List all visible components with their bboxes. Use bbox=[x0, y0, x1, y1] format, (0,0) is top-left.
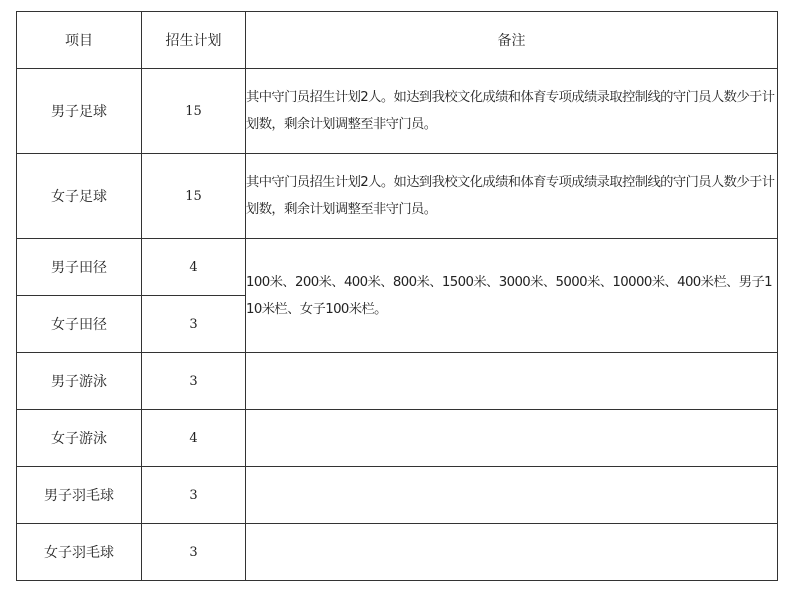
note-cell bbox=[246, 467, 778, 524]
header-plan: 招生计划 bbox=[142, 12, 246, 69]
note-cell bbox=[246, 524, 778, 581]
note-text: 100米、200米、400米、800米、1500米、3000米、5000米、10000米、400米栏、男子110米栏、女子100米栏。 bbox=[246, 274, 773, 317]
item-cell: 女子田径 bbox=[17, 296, 142, 353]
header-note: 备注 bbox=[246, 12, 778, 69]
plan-cell: 15 bbox=[142, 69, 246, 154]
note-text: 其中守门员招生计划2人。如达到我校文化成绩和体育专项成绩录取控制线的守门员人数少于计划数，剩余计划调整至非守门员。 bbox=[246, 175, 775, 217]
table-row bbox=[17, 467, 778, 524]
table-row bbox=[17, 239, 778, 296]
note-cell-merged bbox=[246, 239, 778, 353]
table-header-row bbox=[17, 12, 778, 69]
note-text: 其中守门员招生计划2人。如达到我校文化成绩和体育专项成绩录取控制线的守门员人数少于计划数，剩余计划调整至非守门员。 bbox=[246, 90, 775, 132]
item-cell: 男子田径 bbox=[17, 239, 142, 296]
note-cell bbox=[246, 69, 778, 154]
header-item: 项目 bbox=[17, 12, 142, 69]
item-cell: 男子足球 bbox=[17, 69, 142, 154]
plan-cell: 3 bbox=[142, 296, 246, 353]
plan-cell: 3 bbox=[142, 467, 246, 524]
table-row bbox=[17, 154, 778, 239]
item-cell: 女子羽毛球 bbox=[17, 524, 142, 581]
table-row bbox=[17, 524, 778, 581]
note-cell bbox=[246, 154, 778, 239]
plan-cell: 3 bbox=[142, 524, 246, 581]
plan-cell: 4 bbox=[142, 410, 246, 467]
enrollment-plan-table bbox=[16, 11, 778, 581]
item-cell: 女子足球 bbox=[17, 154, 142, 239]
item-cell: 男子游泳 bbox=[17, 353, 142, 410]
item-cell: 女子游泳 bbox=[17, 410, 142, 467]
note-cell bbox=[246, 353, 778, 410]
note-cell bbox=[246, 410, 778, 467]
table-row bbox=[17, 410, 778, 467]
plan-cell: 3 bbox=[142, 353, 246, 410]
table-row bbox=[17, 353, 778, 410]
table-row bbox=[17, 69, 778, 154]
plan-cell: 15 bbox=[142, 154, 246, 239]
plan-cell: 4 bbox=[142, 239, 246, 296]
item-cell: 男子羽毛球 bbox=[17, 467, 142, 524]
